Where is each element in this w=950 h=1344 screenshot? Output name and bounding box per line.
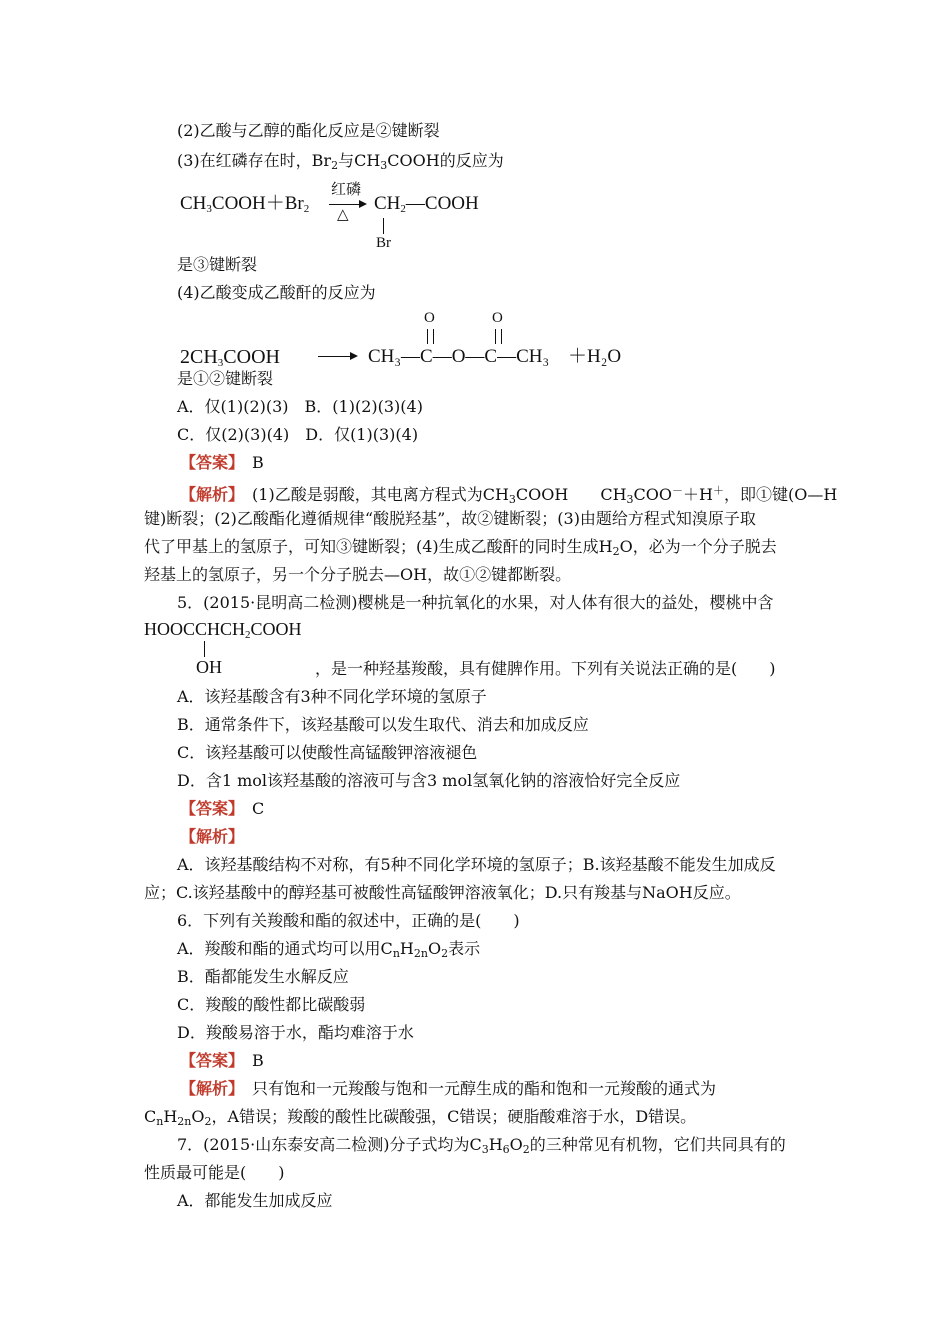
option-line: A．都能发生加成反应 bbox=[177, 1191, 333, 1210]
option-line: D．羧酸易溶于水，酯均难溶于水 bbox=[177, 1023, 414, 1042]
question-7-stem: 7．(2015·山东泰安高二检测)分子式均为$C_3H_6O_2$的三种常见有机物，它们共同具有的 bbox=[177, 1135, 786, 1156]
explanation-label: 【解析】 bbox=[180, 485, 237, 504]
explanation-line: A．该羟基酸结构不对称，有5种不同化学环境的氢原子；B.该羟基酸不能发生加成反 bbox=[177, 855, 776, 874]
text-line: (3)在红磷存在时，$Br_2$与$CH_3COOH$的反应为 bbox=[177, 151, 504, 172]
explanation-line: 羟基上的氢原子，另一个分子脱去—OH，故①②键都断裂。 bbox=[144, 565, 572, 584]
answer-line: 【答案】 B bbox=[180, 1051, 264, 1070]
text-line: 是③键断裂 bbox=[177, 255, 258, 274]
reaction-arrow bbox=[318, 356, 356, 357]
explanation-line: $C_nH_{2n}O_2$，A错误；羧酸的酸性比碳酸强，C错误；硬脂酸难溶于水，D错误。 bbox=[144, 1107, 697, 1128]
explanation-line: 应；C.该羟基酸中的醇羟基可被酸性高锰酸钾溶液氧化；D.只有羧基与NaOH反应。 bbox=[144, 883, 741, 902]
condition-top: 红磷 bbox=[331, 182, 362, 198]
explanation-line: 【解析】 只有饱和一元羧酸与饱和一元醇生成的酯和饱和一元羧酸的通式为 bbox=[180, 1079, 717, 1098]
option-line: A．仅(1)(2)(3) B．(1)(2)(3)(4) bbox=[177, 397, 423, 416]
question-5-stem: 5．(2015·昆明高二检测)樱桃是一种抗氧化的水果，对人体有很大的益处，樱桃中含 bbox=[177, 593, 774, 612]
option-line: D．含1 mol该羟基酸的溶液可与含3 mol氢氧化钠的溶液恰好完全反应 bbox=[177, 771, 681, 790]
question-7-stem: 性质最可能是( ) bbox=[144, 1163, 285, 1182]
text-line: (2)乙酸与乙醇的酯化反应是②键断裂 bbox=[177, 121, 440, 140]
option-line: C．该羟基酸可以使酸性高锰酸钾溶液褪色 bbox=[177, 743, 478, 762]
explanation-line: 键)断裂；(2)乙酸酯化遵循规律“酸脱羟基”，故②键断裂；(3)由题给方程式知溴原子取 bbox=[144, 509, 756, 528]
answer-line: 【答案】 B bbox=[180, 453, 264, 472]
question-5-stem: ，是一种羟基羧酸，具有健脾作用。下列有关说法正确的是( ) bbox=[315, 659, 776, 678]
explanation-line: 【解析】 bbox=[180, 827, 245, 846]
text-line: 是①②键断裂 bbox=[177, 369, 274, 388]
option-line: A．该羟基酸含有3种不同化学环境的氢原子 bbox=[177, 687, 487, 706]
answer-label: 【答案】 bbox=[180, 453, 237, 472]
option-line: B．通常条件下，该羟基酸可以发生取代、消去和加成反应 bbox=[177, 715, 589, 734]
explanation-line: 【解析】 (1)乙酸是弱酸，其电离方程式为$CH_3COOH$ $CH_3COO^-+H^+$，即①键(O—H bbox=[180, 484, 838, 506]
answer-line: 【答案】 C bbox=[180, 799, 265, 818]
option-line: A．羧酸和酯的通式均可以用$C_nH_{2n}O_2$表示 bbox=[177, 939, 481, 960]
option-line: C．仅(2)(3)(4) D．仅(1)(3)(4) bbox=[177, 425, 419, 444]
explanation-line: 代了甲基上的氢原子，可知③键断裂；(4)生成乙酸酐的同时生成$H_2O$，必为一个分子脱去 bbox=[144, 537, 777, 558]
condition-bottom: △ bbox=[337, 207, 349, 223]
question-6-stem: 6．下列有关羧酸和酯的叙述中，正确的是( ) bbox=[177, 911, 520, 930]
option-line: C．羧酸的酸性都比碳酸弱 bbox=[177, 995, 366, 1014]
option-line: B．酯都能发生水解反应 bbox=[177, 967, 349, 986]
text-line: (4)乙酸变成乙酸酐的反应为 bbox=[177, 283, 376, 302]
